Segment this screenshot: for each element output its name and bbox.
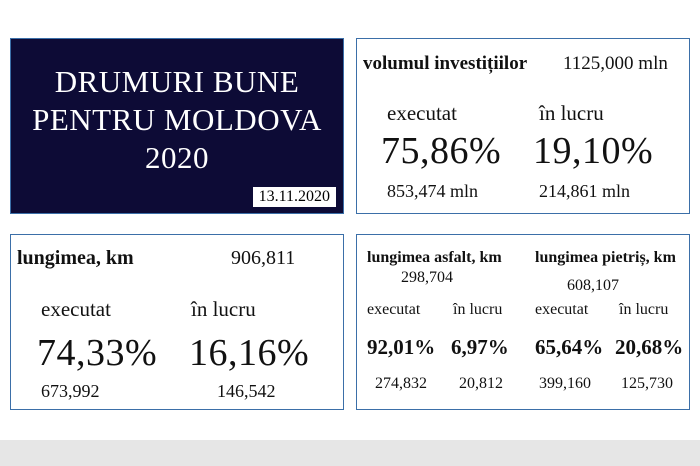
gravel-progress-label: în lucru [619,301,669,318]
title-line-3: 2020 [145,140,209,175]
asphalt-progress-value: 20,812 [459,375,503,392]
gravel-progress-value: 125,730 [621,375,673,392]
investments-progress-pct: 19,10% [533,130,654,172]
investments-done-label: executat [387,101,457,125]
investments-label: volumul investițiilor [363,53,528,74]
investments-total: 1125,000 mln [563,53,668,74]
investments-panel [356,38,690,214]
gravel-total: 608,107 [567,277,619,294]
gravel-progress-pct: 20,68% [615,335,684,359]
date-badge: 13.11.2020 [252,186,337,208]
length-done-pct: 74,33% [37,332,158,374]
title-text [11,39,343,177]
investments-progress-value: 214,861 mln [539,181,631,201]
length-progress-value: 146,542 [217,381,276,401]
length-progress-label: în lucru [191,297,256,321]
length-done-value: 673,992 [41,381,100,401]
investments-done-value: 853,474 mln [387,181,479,201]
length-panel [10,234,344,410]
title-line-1: DRUMURI BUNE [54,64,300,99]
gravel-done-value: 399,160 [539,375,591,392]
gravel-done-label: executat [535,301,589,318]
investments-progress-label: în lucru [539,101,604,125]
asphalt-done-pct: 92,01% [367,335,436,359]
title-box [10,38,344,214]
gravel-done-pct: 65,64% [535,335,604,359]
asphalt-progress-pct: 6,97% [451,335,509,359]
length-label: lungimea, km [17,247,134,269]
title-line-2: PENTRU MOLDOVA [32,102,322,137]
surface-panel [356,234,690,410]
asphalt-done-value: 274,832 [375,375,427,392]
asphalt-done-label: executat [367,301,421,318]
asphalt-progress-label: în lucru [453,301,503,318]
length-done-label: executat [41,297,111,321]
asphalt-label: lungimea asfalt, km [367,249,502,266]
asphalt-total: 298,704 [401,269,453,286]
length-progress-pct: 16,16% [189,332,310,374]
investments-done-pct: 75,86% [381,130,502,172]
length-total: 906,811 [231,247,296,269]
bottom-strip [0,440,700,466]
gravel-label: lungimea pietriș, km [535,249,676,266]
